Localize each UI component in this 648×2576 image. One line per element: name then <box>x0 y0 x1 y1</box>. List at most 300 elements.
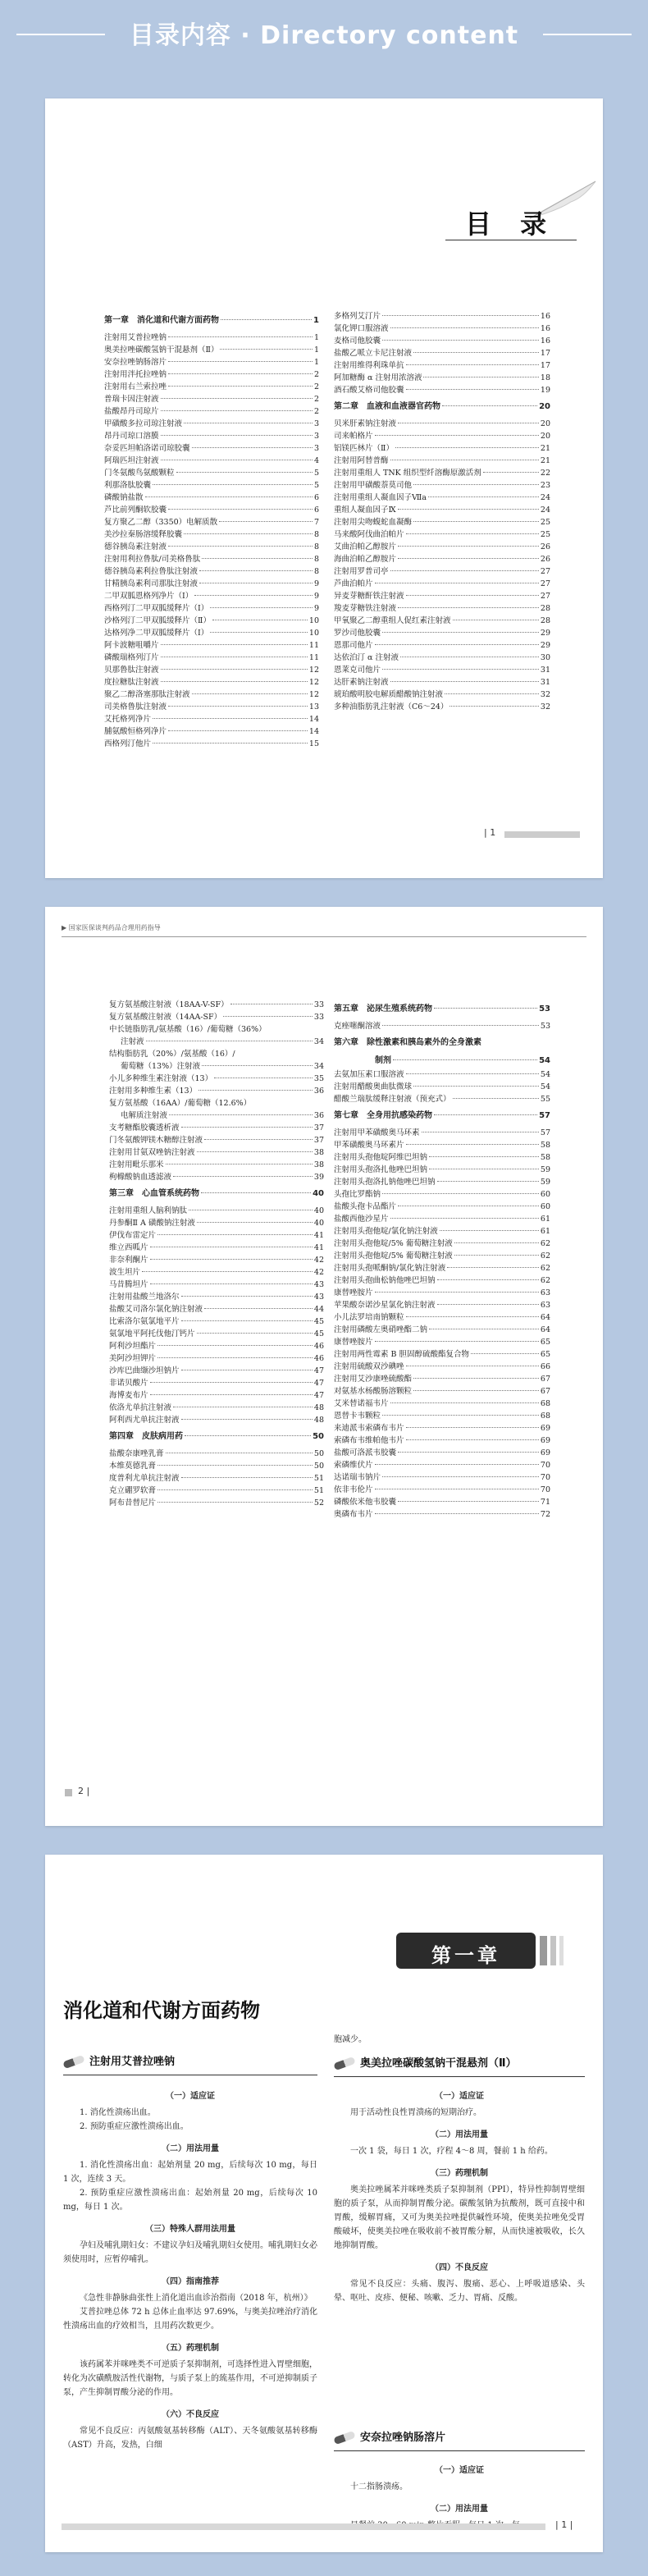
dot-leader <box>447 1267 539 1268</box>
dot-leader <box>184 533 313 534</box>
dot-leader <box>434 1008 537 1009</box>
toc-entry[interactable] <box>334 442 550 455</box>
toc-entry[interactable] <box>334 1422 550 1434</box>
dot-leader <box>192 447 313 448</box>
toc-entry[interactable] <box>104 553 319 565</box>
toc-entry[interactable] <box>104 467 319 479</box>
toc-entry[interactable] <box>109 1485 324 1497</box>
toc-entry[interactable] <box>104 639 319 652</box>
toc-entry[interactable] <box>104 664 319 676</box>
toc-entry[interactable] <box>104 725 319 738</box>
subheading: （一）适应证 <box>435 2466 484 2475</box>
toc-entry[interactable] <box>334 639 550 652</box>
dot-leader <box>199 570 313 571</box>
dot-leader <box>406 364 539 365</box>
paragraph: 2. 预防重症应激性溃疡出血。 <box>80 2122 189 2131</box>
dot-leader <box>153 484 313 485</box>
toc-page-number: 62 <box>540 1251 550 1261</box>
toc-entry[interactable] <box>104 393 319 405</box>
toc-page-number: 23 <box>540 481 550 490</box>
toc-entry[interactable] <box>104 492 319 504</box>
toc-entry[interactable] <box>104 430 319 442</box>
toc-entry[interactable] <box>334 335 550 347</box>
toc-entry[interactable] <box>334 1459 550 1471</box>
toc-page-number: 71 <box>540 1498 550 1507</box>
dot-leader <box>204 1308 313 1309</box>
toc-entry[interactable] <box>334 689 550 701</box>
toc-entry[interactable] <box>334 1068 550 1081</box>
toc-page-number: 51 <box>313 1486 324 1495</box>
toc-page-number: 36 <box>313 1087 324 1096</box>
dot-leader <box>197 1222 313 1223</box>
toc-page-number: 43 <box>313 1293 324 1302</box>
toc-entry-title: 克立硼罗软膏 <box>109 1486 157 1495</box>
toc-entry[interactable] <box>104 418 319 430</box>
dot-leader <box>375 1513 539 1514</box>
dot-leader <box>483 472 539 473</box>
toc-entry[interactable] <box>109 999 324 1011</box>
toc-entry-title: 美阿沙坦钾片 <box>109 1354 157 1363</box>
toc-entry[interactable] <box>334 676 550 689</box>
drug-heading: 奥美拉唑碳酸氢钠干混悬剂（Ⅱ） <box>334 2055 517 2073</box>
toc-entry[interactable] <box>334 347 550 359</box>
toc-entry[interactable] <box>334 1164 550 1176</box>
toc-page-number: 29 <box>540 641 550 650</box>
toc-entry[interactable] <box>334 701 550 713</box>
toc-entry[interactable] <box>334 1225 550 1238</box>
toc-entry[interactable] <box>104 332 319 344</box>
toc-entry[interactable] <box>104 652 319 664</box>
toc-page-number: 20 <box>540 419 550 428</box>
toc-entry[interactable] <box>334 1484 550 1496</box>
toc-page-number: 36 <box>313 1111 324 1120</box>
toc-entry[interactable] <box>104 615 319 627</box>
toc-entry-title: 海博麦布片 <box>109 1391 148 1400</box>
toc-entry[interactable] <box>334 1250 550 1262</box>
toc-entry-title: 美沙拉秦肠溶缓释胶囊 <box>104 530 183 539</box>
toc-entry-title: 恩莱克司他片 <box>334 666 381 675</box>
toc-entry[interactable] <box>334 1385 550 1398</box>
toc-page-number: 35 <box>313 1074 324 1083</box>
toc-entry[interactable] <box>334 359 550 372</box>
toc-entry[interactable] <box>334 492 550 504</box>
toc-entry-title: 奈妥匹坦帕洛诺司琼胶囊 <box>104 444 190 453</box>
toc-page-number: 50 <box>313 1449 324 1458</box>
drug-heading: 安奈拉唑钠肠溶片 <box>334 2429 445 2447</box>
toc-entry-title: 注射用泮托拉唑钠 <box>104 370 167 379</box>
toc-entry[interactable] <box>334 1127 550 1139</box>
toc-entry-title: 阿布昔替尼片 <box>109 1498 157 1508</box>
dot-leader <box>406 1316 539 1317</box>
toc-entry-title: 注射用磷酸左奥硝唑酯二钠 <box>334 1325 428 1334</box>
toc-entry[interactable] <box>104 578 319 590</box>
dot-leader <box>413 484 539 485</box>
toc-entry-title: 第三章 心血管系统药物 <box>109 1189 199 1198</box>
toc-entry[interactable] <box>334 1336 550 1348</box>
dot-leader <box>161 398 313 399</box>
toc-entry-title: 艾曲泊帕乙醇胺片 <box>334 542 397 551</box>
toc-entry[interactable] <box>109 1122 324 1134</box>
subheading: （二）用法用量 <box>162 2144 219 2153</box>
capsule-icon <box>333 2057 356 2070</box>
toc-page-number: 53 <box>540 1022 550 1031</box>
toc-column-left <box>104 310 319 750</box>
toc-page-number: 70 <box>540 1485 550 1494</box>
toc-entry-title: 康替唑胺片 <box>334 1288 373 1297</box>
toc-entry-title: 比索洛尔氨氯地平片 <box>109 1317 180 1326</box>
dot-leader <box>197 1151 313 1152</box>
toc-entry[interactable] <box>109 1448 324 1460</box>
toc-entry[interactable] <box>104 713 319 725</box>
toc-entry[interactable] <box>334 627 550 639</box>
toc-entry-title: 注射用头孢他啶/5% 葡萄糖注射液 <box>334 1251 453 1261</box>
toc-entry[interactable] <box>334 602 550 615</box>
toc-entry-title: 安奈拉唑钠肠溶片 <box>104 358 167 367</box>
toc-entry[interactable] <box>109 1171 324 1183</box>
toc-page-number: 6 <box>313 506 319 515</box>
toc-page-number: 2 <box>313 370 319 379</box>
toc-entry[interactable] <box>109 1110 324 1122</box>
toc-entry[interactable] <box>334 1020 550 1032</box>
dot-leader <box>382 669 539 670</box>
dot-leader <box>221 319 312 320</box>
dot-leader <box>390 570 539 571</box>
toc-entry[interactable] <box>334 1324 550 1336</box>
toc-entry-title: 盐酸奈康唑乳膏 <box>109 1449 164 1458</box>
toc-entry[interactable] <box>334 1262 550 1274</box>
toc-entry[interactable] <box>104 381 319 393</box>
toc-entry[interactable] <box>334 1081 550 1093</box>
page-number: | 1 | <box>555 2519 573 2530</box>
toc-page-number: 58 <box>540 1141 550 1150</box>
toc-entry[interactable] <box>109 1023 324 1036</box>
toc-entry[interactable] <box>104 689 319 701</box>
toc-entry[interactable] <box>104 528 319 541</box>
toc-entry[interactable] <box>104 676 319 689</box>
toc-entry[interactable] <box>109 1073 324 1085</box>
toc-entry[interactable] <box>334 372 550 384</box>
toc-entry[interactable] <box>109 1097 324 1110</box>
toc-entry[interactable] <box>109 1146 324 1159</box>
toc-entry[interactable] <box>109 1205 324 1217</box>
toc-column-right <box>334 999 550 1521</box>
toc-entry[interactable] <box>334 1398 550 1410</box>
toc-entry[interactable] <box>334 430 550 442</box>
toc-page-number: 9 <box>313 604 319 613</box>
toc-entry[interactable] <box>104 602 319 615</box>
toc-entry[interactable] <box>334 479 550 492</box>
toc-entry-title: 德谷胰岛素注射液 <box>104 542 167 551</box>
toc-entry-title: 注射用头孢他啶/氯化钠注射液 <box>334 1227 438 1236</box>
toc-entry[interactable] <box>334 455 550 467</box>
toc-entry-title: 注射用头孢他啶/5% 葡萄糖注射液 <box>334 1239 453 1248</box>
toc-entry[interactable] <box>109 1266 324 1279</box>
toc-entry[interactable] <box>334 615 550 627</box>
toc-entry[interactable] <box>334 553 550 565</box>
toc-chapter[interactable] <box>334 1105 550 1127</box>
toc-entry[interactable] <box>109 1328 324 1340</box>
dot-leader <box>454 1255 539 1256</box>
toc-entry[interactable] <box>104 541 319 553</box>
toc-entry-title: 苹果酸奈诺沙星氯化钠注射液 <box>334 1301 436 1310</box>
toc-entry[interactable] <box>334 467 550 479</box>
toc-page-number: 31 <box>540 678 550 687</box>
toc-entry-title: 克痤噻酮溶液 <box>334 1022 381 1031</box>
toc-entry-title: 注射用头孢哌酮钠/氯化钠注射液 <box>334 1264 446 1273</box>
toc-page-number: 2 <box>313 382 319 391</box>
toc-entry[interactable] <box>109 1303 324 1315</box>
toc-entry[interactable] <box>334 590 550 602</box>
dot-leader <box>406 1439 539 1440</box>
toc-entry[interactable] <box>104 516 319 528</box>
toc-entry[interactable] <box>109 1291 324 1303</box>
paragraph: 一次 1 袋，每日 1 次，疗程 4～8 周，餐前 1 h 给药。 <box>350 2147 553 2156</box>
toc-page-number: 32 <box>540 702 550 711</box>
toc-entry-title: 芦曲泊帕片 <box>334 579 373 588</box>
toc-entry[interactable] <box>109 1254 324 1266</box>
toc-entry[interactable] <box>104 701 319 713</box>
dot-leader <box>168 386 313 387</box>
toc-entry[interactable] <box>334 1151 550 1164</box>
dot-leader <box>390 1218 539 1219</box>
toc-page-number: 47 <box>313 1379 324 1388</box>
toc-entry[interactable] <box>109 1036 324 1048</box>
dot-leader <box>204 1139 313 1140</box>
toc-entry[interactable] <box>109 1340 324 1352</box>
toc-page-number: 27 <box>540 592 550 601</box>
dot-leader <box>395 447 539 448</box>
toc-entry[interactable] <box>334 1348 550 1361</box>
toc-entry[interactable] <box>334 1201 550 1213</box>
toc-entry-title: 西格列汀他片 <box>104 739 152 748</box>
dot-leader <box>445 693 539 694</box>
toc-page-number: 38 <box>313 1148 324 1157</box>
dot-leader <box>434 1114 537 1115</box>
toc-entry[interactable] <box>334 1238 550 1250</box>
toc-page-number: 25 <box>540 530 550 539</box>
toc-entry[interactable] <box>334 1471 550 1484</box>
toc-page-number: 64 <box>540 1325 550 1334</box>
toc-page-number: 54 <box>539 1056 550 1065</box>
toc-entry[interactable] <box>109 1497 324 1509</box>
toc-entry[interactable] <box>109 1389 324 1402</box>
dot-leader <box>176 472 313 473</box>
toc-entry[interactable] <box>334 565 550 578</box>
toc-entry[interactable] <box>109 1011 324 1023</box>
toc-page-number: 55 <box>540 1095 550 1104</box>
toc-entry[interactable] <box>334 1410 550 1422</box>
dot-leader <box>181 1419 313 1420</box>
toc-entry[interactable] <box>104 627 319 639</box>
toc-entry[interactable] <box>334 1213 550 1225</box>
toc-entry-title: 利那洛肽胶囊 <box>104 481 152 490</box>
toc-page-number: 27 <box>540 567 550 576</box>
dot-leader <box>168 730 308 731</box>
dot-leader <box>413 1086 539 1087</box>
dot-leader <box>181 1296 313 1297</box>
toc-entry[interactable] <box>334 418 550 430</box>
toc-entry[interactable] <box>109 1048 324 1060</box>
toc-entry[interactable] <box>109 1229 324 1242</box>
toc-page-number: 64 <box>540 1313 550 1322</box>
toc-entry[interactable] <box>334 652 550 664</box>
toc-entry[interactable] <box>334 323 550 335</box>
toc-entry[interactable] <box>334 1093 550 1105</box>
toc-entry[interactable] <box>109 1460 324 1472</box>
toc-entry-title: 盐酸乙哌立卡尼注射液 <box>334 349 413 358</box>
toc-entry-title: 非奈利酮片 <box>109 1256 148 1265</box>
toc-entry-title: 依非韦伦片 <box>334 1485 373 1494</box>
toc-entry[interactable] <box>109 1352 324 1365</box>
toc-entry[interactable] <box>334 1447 550 1459</box>
toc-page-number: 46 <box>313 1342 324 1351</box>
toc-page-number: 21 <box>540 444 550 453</box>
toc-entry-title: 注射用罗普司亭 <box>334 567 389 576</box>
toc-page-number: 42 <box>313 1256 324 1265</box>
toc-entry[interactable] <box>104 590 319 602</box>
toc-entry-title: 多格列艾汀片 <box>334 312 381 321</box>
toc-chapter[interactable] <box>104 310 319 332</box>
toc-entry[interactable] <box>109 1377 324 1389</box>
toc-entry-title: 甲氧聚乙二醇重组人促红素注射液 <box>334 616 451 625</box>
toc-page-number: 28 <box>540 604 550 613</box>
toc-entry[interactable] <box>109 1159 324 1171</box>
toc-chapter[interactable] <box>109 1426 324 1448</box>
toc-entry[interactable] <box>334 1508 550 1521</box>
toc-entry[interactable] <box>109 1242 324 1254</box>
toc-entry[interactable] <box>334 1361 550 1373</box>
toc-entry[interactable] <box>104 479 319 492</box>
toc-entry[interactable] <box>334 1287 550 1299</box>
toc-entry[interactable] <box>104 738 319 750</box>
subheading: （一）适应证 <box>166 2092 215 2101</box>
toc-page-number: 68 <box>540 1399 550 1408</box>
toc-entry[interactable] <box>334 516 550 528</box>
toc-entry[interactable] <box>334 1274 550 1287</box>
toc-entry[interactable] <box>109 1315 324 1328</box>
toc-page-number: 1 <box>313 316 319 325</box>
toc-chapter[interactable] <box>334 396 550 418</box>
toc-entry[interactable] <box>109 1060 324 1073</box>
toc-entry[interactable] <box>334 528 550 541</box>
dot-leader <box>210 607 313 608</box>
dot-leader <box>153 743 308 744</box>
toc-entry-title: 丹参酮Ⅱ A 磺酸钠注射液 <box>109 1219 195 1228</box>
toc-page-number: 9 <box>313 579 319 588</box>
toc-page-number: 15 <box>308 739 319 748</box>
toc-entry-title: 注射用重组人脑利钠肽 <box>109 1206 188 1215</box>
toc-page-number: 48 <box>313 1403 324 1412</box>
toc-page-number: 6 <box>313 493 319 502</box>
toc-entry[interactable] <box>104 344 319 356</box>
toc-entry[interactable] <box>334 504 550 516</box>
dot-leader <box>181 1477 313 1478</box>
paragraph: 胞减少。 <box>334 2035 367 2044</box>
subheading: （二）用法用量 <box>431 2130 488 2139</box>
toc-page-number: 69 <box>540 1436 550 1445</box>
toc-entry[interactable] <box>104 504 319 516</box>
body-column-right <box>334 2455 585 2533</box>
toc-entry[interactable] <box>109 1085 324 1097</box>
toc-entry-title: 注射用重组人 TNK 组织型纤溶酶原激活剂 <box>334 469 481 478</box>
toc-entry[interactable] <box>334 310 550 323</box>
toc-entry-title: 沙格列汀二甲双胍缓释片（Ⅱ） <box>104 616 211 625</box>
toc-entry[interactable] <box>334 1311 550 1324</box>
toc-entry[interactable] <box>334 664 550 676</box>
dot-leader <box>382 315 539 316</box>
toc-entry[interactable] <box>334 384 550 396</box>
toc-entry-title: 注射用头孢曲松钠他唑巴坦钠 <box>334 1276 436 1285</box>
toc-entry-title: 注射用醋酸奥曲肽微球 <box>334 1082 413 1091</box>
toc-entry[interactable] <box>109 1217 324 1229</box>
toc-page-number: 72 <box>540 1510 550 1519</box>
toc-entry[interactable] <box>104 455 319 467</box>
toc-entry[interactable] <box>334 1188 550 1201</box>
toc-entry-title: 复方聚乙二醇（3350）电解质散 <box>104 518 218 527</box>
toc-entry-title: 结构脂肪乳（20%）/氨基酸（16）/ <box>109 1050 235 1059</box>
toc-entry[interactable] <box>334 1434 550 1447</box>
toc-entry[interactable] <box>334 541 550 553</box>
dot-leader <box>406 1073 539 1074</box>
body-page <box>45 1855 603 2552</box>
toc-entry-title: 注射用两性霉素 B 胆固醇硫酸酯复合物 <box>334 1350 470 1359</box>
toc-entry[interactable] <box>334 1299 550 1311</box>
toc-page-number: 46 <box>313 1354 324 1363</box>
toc-page-number: 30 <box>540 653 550 662</box>
dot-leader <box>168 361 313 362</box>
capsule-icon <box>62 2055 85 2069</box>
toc-entry[interactable] <box>109 1414 324 1426</box>
toc-entry[interactable] <box>109 1365 324 1377</box>
toc-page-number: 29 <box>540 629 550 638</box>
toc-chapter[interactable] <box>334 1032 550 1054</box>
toc-entry[interactable] <box>334 1373 550 1385</box>
toc-entry[interactable] <box>104 368 319 381</box>
toc-entry-title: 波生坦片 <box>109 1268 141 1277</box>
toc-chapter[interactable] <box>334 1054 550 1068</box>
toc-page-number: 63 <box>540 1301 550 1310</box>
toc-page-number: 69 <box>540 1424 550 1433</box>
toc-entry[interactable] <box>109 1134 324 1146</box>
toc-page-number: 8 <box>313 542 319 551</box>
toc-entry[interactable] <box>109 1279 324 1291</box>
toc-page-number: 48 <box>313 1416 324 1425</box>
toc-entry[interactable] <box>104 356 319 368</box>
toc-entry-title: 盐酸头孢卡品酯片 <box>334 1202 397 1211</box>
toc-chapter[interactable] <box>334 999 550 1020</box>
footer-bar <box>504 831 580 838</box>
dot-leader <box>437 1181 539 1182</box>
dot-leader <box>157 1345 313 1346</box>
toc-entry[interactable] <box>109 1472 324 1485</box>
toc-entry-title: 达诺瑞韦钠片 <box>334 1473 381 1482</box>
toc-entry[interactable] <box>334 1496 550 1508</box>
toc-entry[interactable] <box>104 565 319 578</box>
toc-entry[interactable] <box>104 442 319 455</box>
toc-entry[interactable] <box>334 578 550 590</box>
toc-entry[interactable] <box>104 405 319 418</box>
toc-entry-title: 阿利西尤单抗注射液 <box>109 1416 180 1425</box>
toc-entry-title: 度普利尤单抗注射液 <box>109 1474 180 1483</box>
toc-entry-title: 注射用多种维生素（13） <box>109 1087 198 1096</box>
toc-chapter[interactable] <box>109 1183 324 1205</box>
toc-entry[interactable] <box>334 1139 550 1151</box>
paragraph: 奥美拉唑属苯并咪唑类质子泵抑制剂（PPI），特异性抑制胃壁细胞的质子泵，从而抑制胃酸分泌。碳酸氢钠为抗酸剂，既可直接中和胃酸，缓解胃痛，又可为奥美拉唑提供碱性环境，使奥美拉唑免受胃酸破坏，使奥美拉唑在吸收前不被胃酸分解，从而快速被吸收，长久地抑制胃酸。 <box>334 2185 585 2250</box>
toc-entry[interactable] <box>109 1402 324 1414</box>
toc-page-number: 17 <box>540 361 550 370</box>
dot-leader <box>429 1156 539 1157</box>
toc-entry[interactable] <box>334 1176 550 1188</box>
